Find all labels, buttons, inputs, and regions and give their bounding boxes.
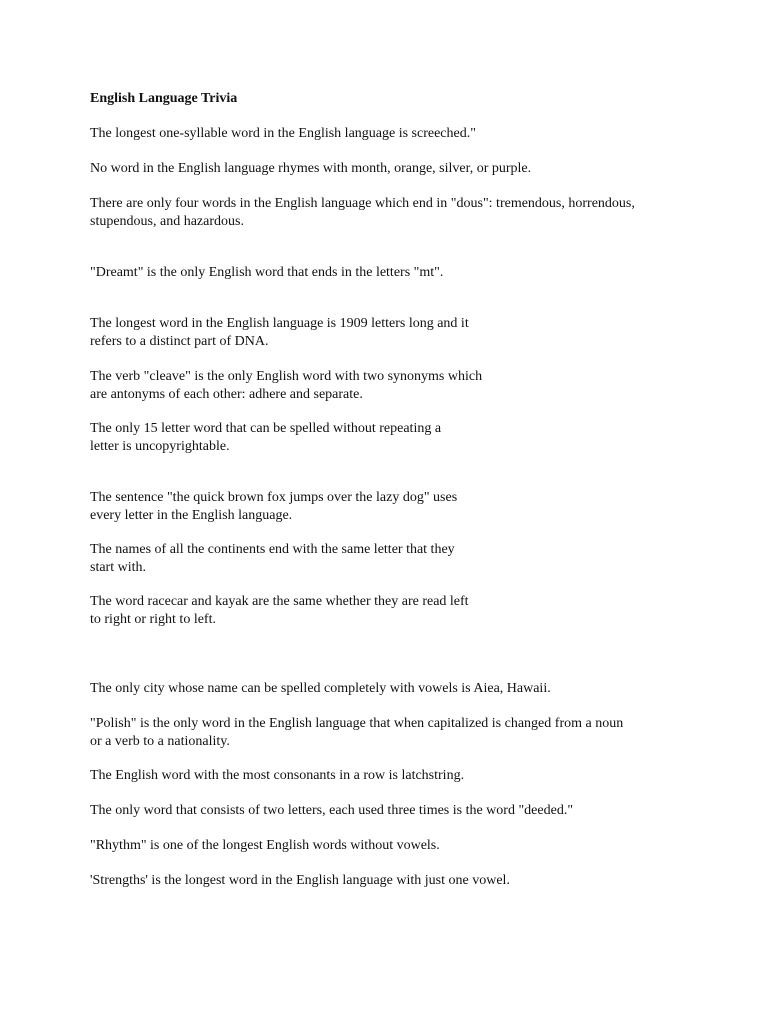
paragraph-line: "Dreamt" is the only English word that ends in the letters "mt".: [90, 265, 444, 280]
trivia-paragraph: [90, 125, 476, 143]
trivia-paragraph: [90, 264, 443, 282]
paragraph-line: letter is uncopyrightable.: [90, 439, 230, 454]
paragraph-line: are antonyms of each other: adhere and separate.: [90, 387, 363, 402]
trivia-paragraph: [90, 315, 469, 351]
trivia-paragraph: [90, 767, 464, 785]
trivia-paragraph: [90, 541, 455, 577]
trivia-paragraph: [90, 160, 531, 178]
paragraph-line: to right or right to left.: [90, 612, 216, 627]
paragraph-line: There are only four words in the English language which end in "dous": tremendous, horrendous,: [90, 196, 635, 211]
trivia-paragraph: [90, 715, 623, 751]
trivia-paragraph: [90, 420, 441, 456]
trivia-paragraph: [90, 872, 510, 890]
paragraph-line: "Rhythm" is one of the longest English words without vowels.: [90, 838, 440, 853]
paragraph-line: The only word that consists of two letters, each used three times is the word "deeded.": [90, 803, 574, 818]
paragraph-line: start with.: [90, 560, 146, 575]
paragraph-line: every letter in the English language.: [90, 508, 293, 523]
paragraph-line: The longest one-syllable word in the English language is screeched.": [90, 126, 476, 141]
trivia-paragraph: [90, 489, 457, 525]
trivia-paragraph: [90, 802, 573, 820]
trivia-paragraph: [90, 368, 482, 404]
paragraph-line: The longest word in the English language is 1909 letters long and it: [90, 316, 469, 331]
paragraph-line: The word racecar and kayak are the same whether they are read left: [90, 594, 469, 609]
document-title: English Language Trivia: [90, 91, 238, 106]
paragraph-line: refers to a distinct part of DNA.: [90, 334, 269, 349]
trivia-paragraph: [90, 195, 635, 231]
paragraph-line: stupendous, and hazardous.: [90, 214, 244, 229]
paragraph-line: The sentence "the quick brown fox jumps over the lazy dog" uses: [90, 490, 458, 505]
paragraph-line: The only city whose name can be spelled completely with vowels is Aiea, Hawaii.: [90, 681, 551, 696]
paragraph-line: or a verb to a nationality.: [90, 734, 230, 749]
trivia-paragraph: [90, 593, 469, 629]
paragraph-line: 'Strengths' is the longest word in the English language with just one vowel.: [90, 873, 510, 888]
paragraph-line: The names of all the continents end with the same letter that they: [90, 542, 455, 557]
paragraph-line: "Polish" is the only word in the English language that when capitalized is changed from a noun: [90, 716, 624, 731]
trivia-paragraph: [90, 837, 440, 855]
paragraph-line: The English word with the most consonants in a row is latchstring.: [90, 768, 465, 783]
paragraph-line: No word in the English language rhymes with month, orange, silver, or purple.: [90, 161, 532, 176]
paragraph-line: The only 15 letter word that can be spelled without repeating a: [90, 421, 442, 436]
trivia-paragraph: [90, 680, 551, 698]
paragraph-line: The verb "cleave" is the only English word with two synonyms which: [90, 369, 483, 384]
